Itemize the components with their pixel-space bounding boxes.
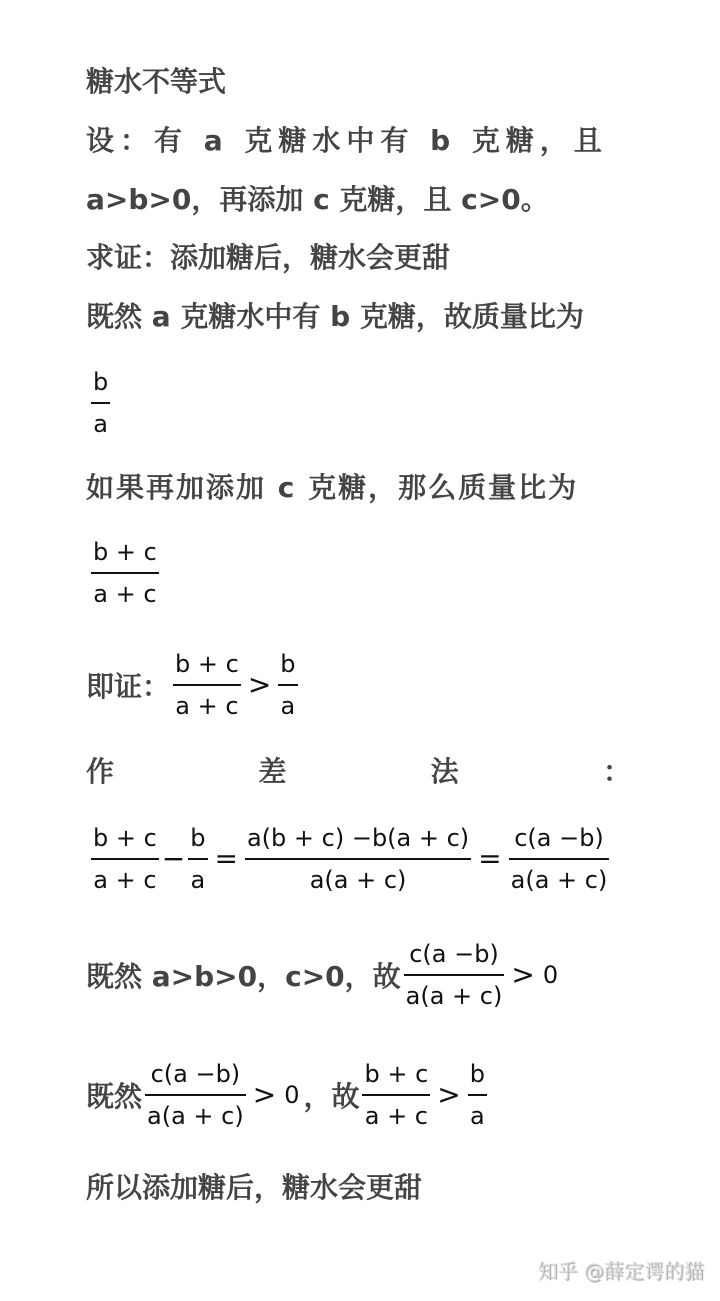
ratio-bc-over-ac (88, 532, 162, 614)
ratio-after-intro-line: 如果再加添加 c 克糖，那么质量比为 (86, 471, 579, 504)
ratio-intro-line: 既然 a 克糖水中有 b 克糖，故质量比为 (86, 300, 584, 333)
greater-than: > (247, 668, 272, 702)
fraction: $\frac{b + c}{a + c}$ (93, 824, 157, 894)
prove-statement (86, 644, 301, 726)
since-2-middle: ，故 (303, 1079, 360, 1113)
fraction: $\frac{b + c}{a + c}$ (364, 1060, 429, 1130)
greater-than: > (511, 958, 535, 992)
premise-line-2: a>b>0，再添加 c 克糖，且 c>0。 (86, 183, 549, 216)
fraction: $\frac{c(a -b)}{a(a + c)}$ (510, 824, 608, 894)
fraction: $\frac{a(b + c) -b(a + c)}{a(a + c)}$ (246, 824, 470, 894)
prove-label: 即证： (86, 669, 171, 703)
fraction: $\frac{b}{a}$ (93, 368, 109, 438)
equals-sign: = (478, 842, 502, 876)
fraction: $\frac{b + c}{a + c}$ (175, 650, 239, 720)
zero: 0 (542, 960, 559, 989)
greater-than: > (252, 1078, 277, 1112)
fraction: $\frac{c(a -b)}{a(a + c)}$ (405, 940, 503, 1010)
method-char: 作 (86, 755, 115, 788)
method-line (86, 752, 631, 792)
since-2-prefix: 既然 (86, 1079, 143, 1113)
fraction: $\frac{b}{a}$ (190, 824, 206, 894)
conclusion-line: 所以添加糖后，糖水会更甜 (86, 1171, 423, 1204)
since-statement-2 (86, 1054, 490, 1136)
equals-sign: = (214, 842, 238, 876)
watermark: 知乎 @薛定谔的猫 (537, 1259, 704, 1283)
ratio-b-over-a (88, 362, 113, 444)
title: 糖水不等式 (86, 65, 227, 98)
fraction: $\frac{b}{a}$ (469, 1060, 485, 1130)
greater-than: > (437, 1078, 461, 1112)
since-1-prefix: 既然 a>b>0，c>0，故 (86, 959, 401, 993)
zero: 0 (284, 1080, 300, 1109)
fraction: $\frac{b}{a}$ (280, 650, 296, 720)
fraction: $\frac{b + c}{a + c}$ (93, 538, 157, 608)
method-char: 法 (430, 755, 459, 788)
minus-sign: − (161, 842, 186, 876)
since-statement-1 (86, 934, 562, 1016)
method-char: ： (602, 755, 631, 788)
premise-line-1: 设：有 a 克糖水中有 b 克糖，且 (86, 124, 608, 157)
to-prove-line: 求证：添加糖后，糖水会更甜 (86, 241, 451, 274)
difference-equation (88, 818, 612, 900)
fraction: $\frac{c(a -b)}{a(a + c)}$ (147, 1060, 244, 1130)
method-char: 差 (258, 755, 287, 788)
